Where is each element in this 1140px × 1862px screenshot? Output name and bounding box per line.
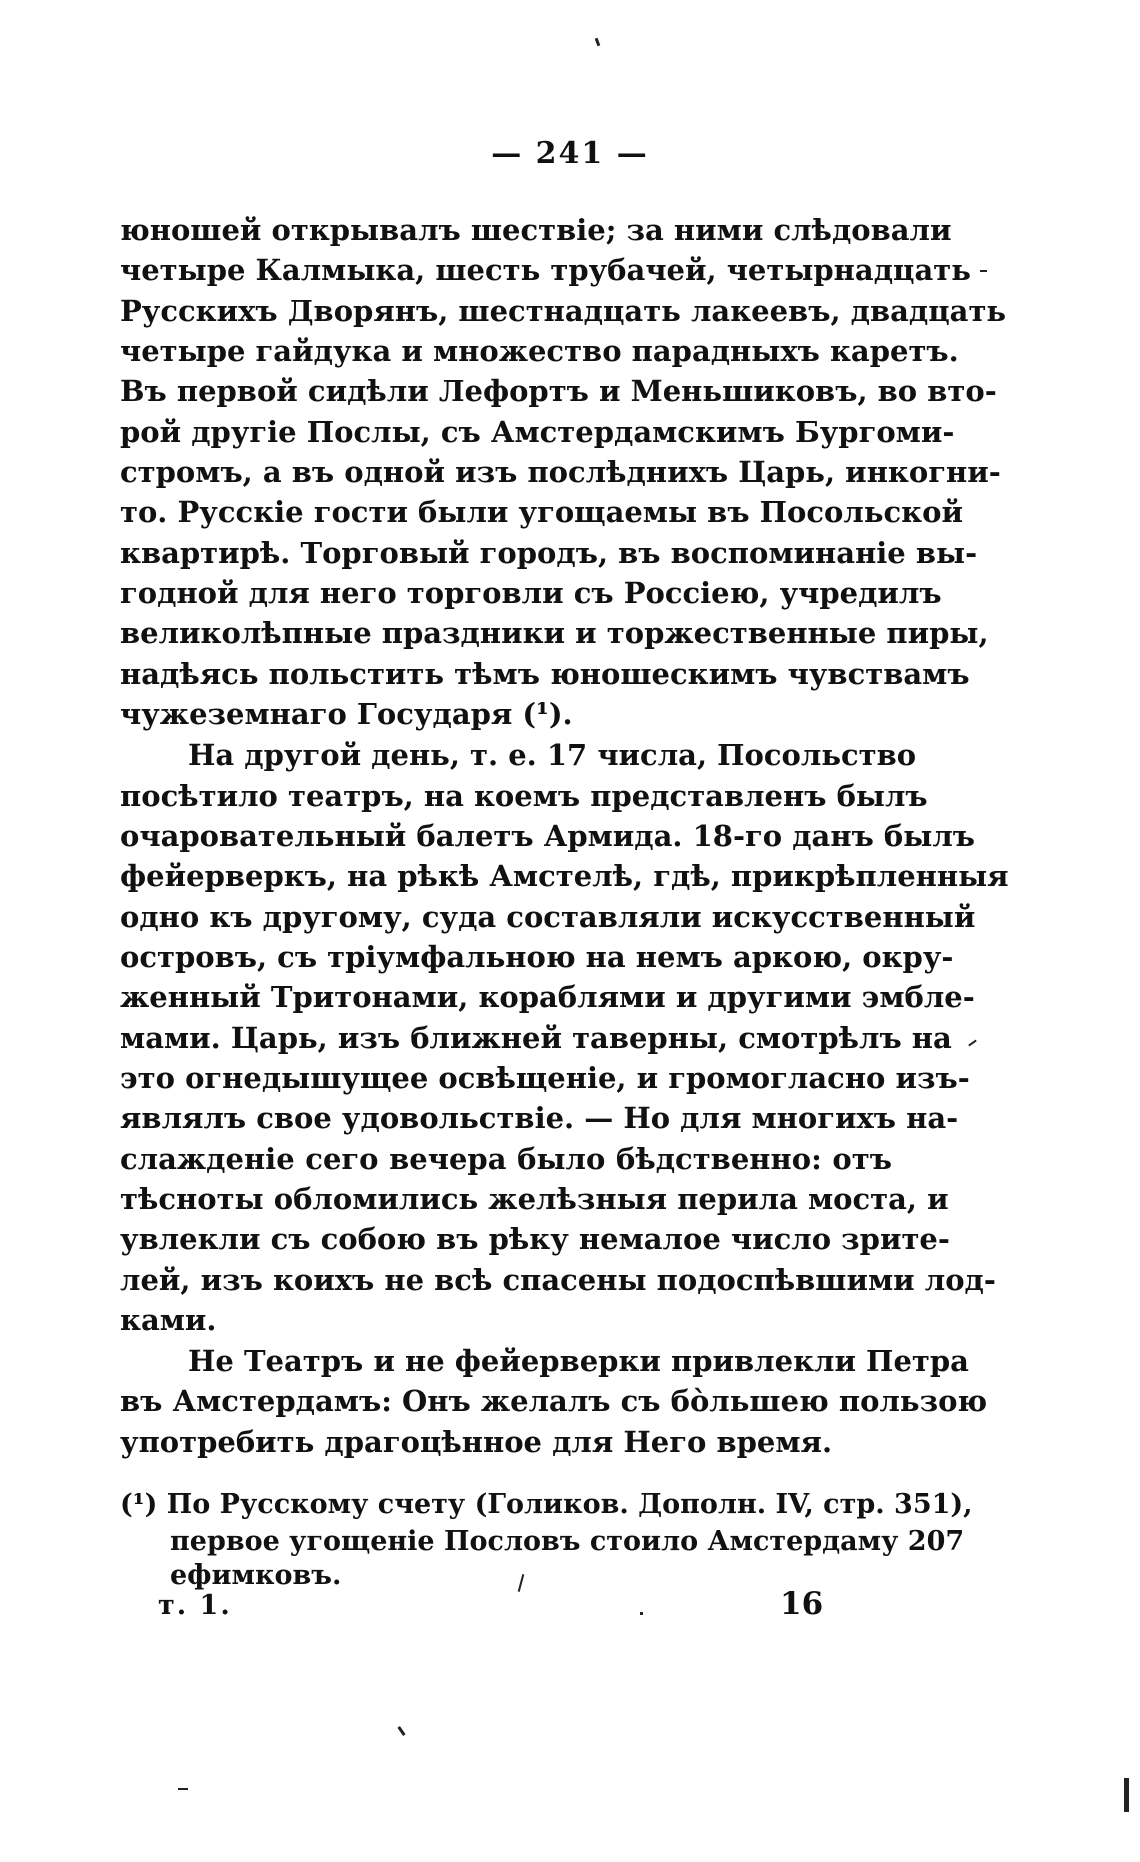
text-line: четыре Калмыка, шесть трубачей, четырнадцать bbox=[120, 253, 971, 287]
text-line: надѣясь польстить тѣмъ юношескимъ чувствамъ bbox=[120, 657, 970, 691]
text-line: квартирѣ. Торговый городъ, въ воспоминаніе вы- bbox=[120, 536, 978, 570]
text-line: очаровательный балетъ Армида. 18-го данъ былъ bbox=[120, 819, 976, 853]
text-line: годной для него торговли съ Россіею, учредилъ bbox=[120, 576, 942, 610]
text-line: лей, изъ коихъ не всѣ спасены подоспѣвшими лод- bbox=[120, 1263, 996, 1297]
text-line: мами. Царь, изъ ближней таверны, смотрѣлъ на bbox=[120, 1021, 952, 1055]
text-line: островъ, съ тріумфальною на немъ аркою, окру- bbox=[120, 940, 954, 974]
text-line: чужеземнаго Государя (¹). bbox=[120, 697, 573, 731]
text-line: юношей открывалъ шествіе; за ними слѣдовали bbox=[120, 213, 952, 247]
text-line: рой другіе Послы, съ Амстердамскимъ Бургоми- bbox=[120, 415, 955, 449]
scan-speck bbox=[640, 1612, 643, 1615]
footnote-line: первое угощеніе Пословъ стоило Амстердаму 207 bbox=[170, 1526, 965, 1557]
text-line: четыре гайдука и множество парадныхъ каретъ. bbox=[120, 334, 959, 368]
text-line: женный Тритонами, кораблями и другими эмбле- bbox=[120, 980, 975, 1014]
text-line: стромъ, а въ одной изъ послѣднихъ Царь, инкогни- bbox=[120, 455, 1001, 489]
sheet-number: 16 bbox=[780, 1586, 824, 1622]
footnote-line: ефимковъ. bbox=[170, 1560, 342, 1591]
text-line: ками. bbox=[120, 1303, 217, 1337]
text-line: посѣтило театръ, на коемъ представленъ былъ bbox=[120, 779, 928, 813]
text-line: Русскихъ Дворянъ, шестнадцать лакеевъ, двадцать bbox=[120, 294, 1007, 328]
text-line: Въ первой сидѣли Лефортъ и Меньшиковъ, во вто- bbox=[120, 374, 997, 408]
signature-mark: т. 1. bbox=[158, 1590, 232, 1621]
scan-speck bbox=[1124, 1778, 1129, 1812]
text-line: употребить драгоцѣнное для Него время. bbox=[120, 1425, 833, 1459]
scan-speck bbox=[980, 270, 987, 272]
scan-speck bbox=[178, 1788, 188, 1790]
text-line: въ Амстердамъ: Онъ желалъ съ бо̀льшею пользою bbox=[120, 1384, 988, 1418]
text-line: великолѣпные праздники и торжественные пиры, bbox=[120, 616, 989, 650]
text-line: Не Театръ и не фейерверки привлекли Петра bbox=[188, 1344, 969, 1378]
text-line: одно къ другому, суда составляли искусственный bbox=[120, 900, 976, 934]
footnote-line: (¹) По Русскому счету (Голиков. Дополн. IV, стр. 351), bbox=[120, 1489, 973, 1520]
text-line: тѣсноты обломились желѣзныя перила моста, и bbox=[120, 1182, 949, 1216]
text-line: На другой день, т. е. 17 числа, Посольство bbox=[188, 738, 917, 772]
text-line: то. Русскіе гости были угощаемы въ Посольской bbox=[120, 495, 963, 529]
text-line: увлекли съ собою въ рѣку немалое число зрите- bbox=[120, 1222, 950, 1256]
scan-speck bbox=[397, 1726, 405, 1736]
text-line: фейерверкъ, на рѣкѣ Амстелѣ, гдѣ, прикрѣпленныя bbox=[120, 859, 1009, 893]
scan-speck bbox=[595, 38, 601, 47]
text-line: это огнедышущее освѣщеніе, и громогласно изъ- bbox=[120, 1061, 970, 1095]
scan-speck bbox=[968, 1040, 977, 1047]
text-line: являлъ свое удовольствіе. — Но для многихъ на- bbox=[120, 1101, 959, 1135]
text-line: слажденіе сего вечера было бѣдственно: отъ bbox=[120, 1142, 892, 1176]
page-number: — 241 — bbox=[491, 136, 649, 171]
